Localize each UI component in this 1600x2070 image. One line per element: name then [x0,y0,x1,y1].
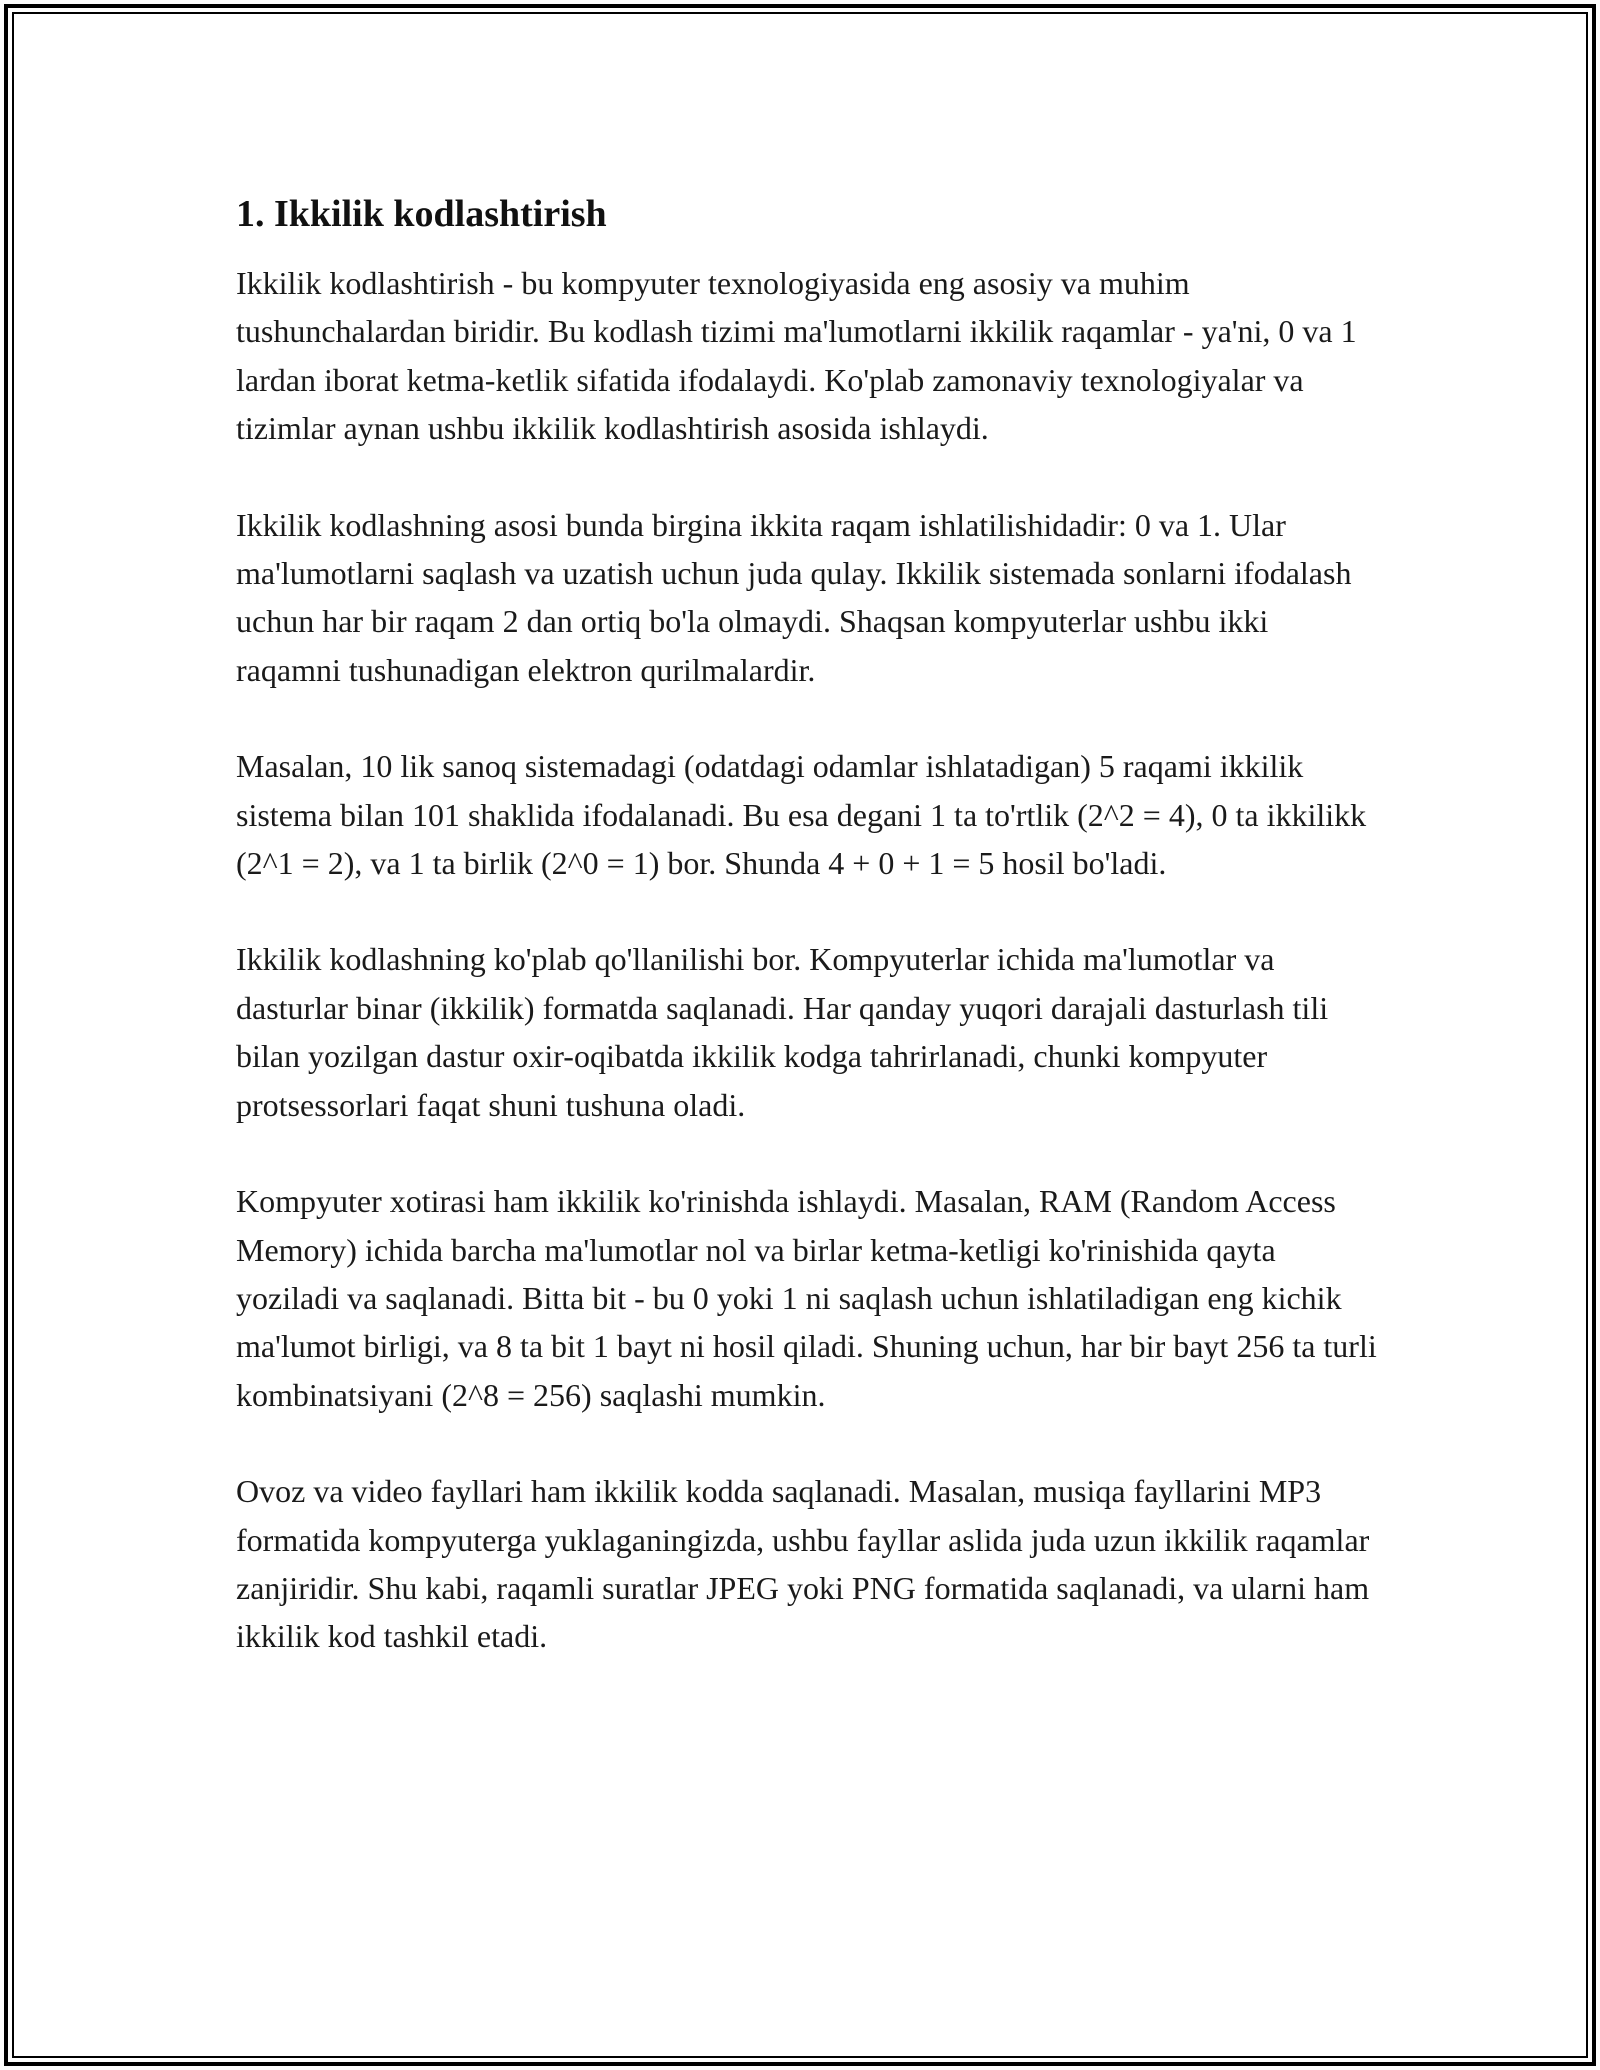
paragraph-binary-basis: Ikkilik kodlashning asosi bunda birgina ikkita raqam ishlatilishidadir: 0 va 1. Ular ma'lumotlarni saqlash va uzatish uchun juda qulay. Ikkilik sistemada sonlarni ifodalash uchun har bir raqam 2 dan ortiq bo'la olmaydi. Shaqsan kompyuterlar ushbu ikki raqamni tushunadigan elektron qurilmalardir. [236,506,1352,688]
paragraph-intro: Ikkilik kodlashtirish - bu kompyuter texnologiyasida eng asosiy va muhim tushunchalardan biridir. Bu kodlash tizimi ma'lumotlarni ikkilik raqamlar - ya'ni, 0 va 1 lardan iborat ketma-ketlik sifatida ifodalaydi. Ko'plab zamonaviy texnologiyalar va tizimlar aynan ushbu ikkilik kodlashtirish asosida ishlaydi. [236,265,1357,447]
paragraph-example: Masalan, 10 lik sanoq sistemadagi (odatdagi odamlar ishlatadigan) 5 raqami ikkilik sistema bilan 101 shaklida ifodalanadi. Bu esa degani 1 ta to'rtlik (2^2 = 4), 0 ta ikkilikk (2^1 = 2), va 1 ta birlik (2^0 = 1) bor. Shunda 4 + 0 + 1 = 5 hosil bo'ladi. [236,748,1367,882]
paragraph-applications: Ikkilik kodlashning ko'plab qo'llanilishi bor. Kompyuterlar ichida ma'lumotlar va dasturlar binar (ikkilik) formatda saqlanadi. Har qanday yuqori darajali dasturlash tili bilan yozilgan dastur oxir-oqibatda ikkilik kodga tahrirlanadi, chunki kompyuter protsessorlari faqat shuni tushuna oladi. [236,941,1329,1123]
paragraph-memory: Kompyuter xotirasi ham ikkilik ko'rinishda ishlaydi. Masalan, RAM (Random Access Memory) ichida barcha ma'lumotlar nol va birlar ketma-ketligi ko'rinishida qayta yoziladi va saqlanadi. Bitta bit - bu 0 yoki 1 ni saqlash uchun ishlatiladigan eng kichik ma'lumot birligi, va 8 ta bit 1 bayt ni hosil qiladi. Shuning uchun, har bir bayt 256 ta turli kombinatsiyani (2^8 = 256) saqlashi mumkin. [236,1183,1377,1413]
document-body [236,185,1381,1709]
section-heading: 1. Ikkilik kodlashtirish [236,193,607,235]
paragraph-media: Ovoz va video fayllari ham ikkilik kodda saqlanadi. Masalan, musiqa fayllarini MP3 formatida kompyuterga yuklaganingizda, ushbu fayllar aslida juda uzun ikkilik raqamlar zanjiridir. Shu kabi, raqamli suratlar JPEG yoki PNG formatida saqlanadi, va ularni ham ikkilik kod tashkil etadi. [236,1473,1370,1655]
